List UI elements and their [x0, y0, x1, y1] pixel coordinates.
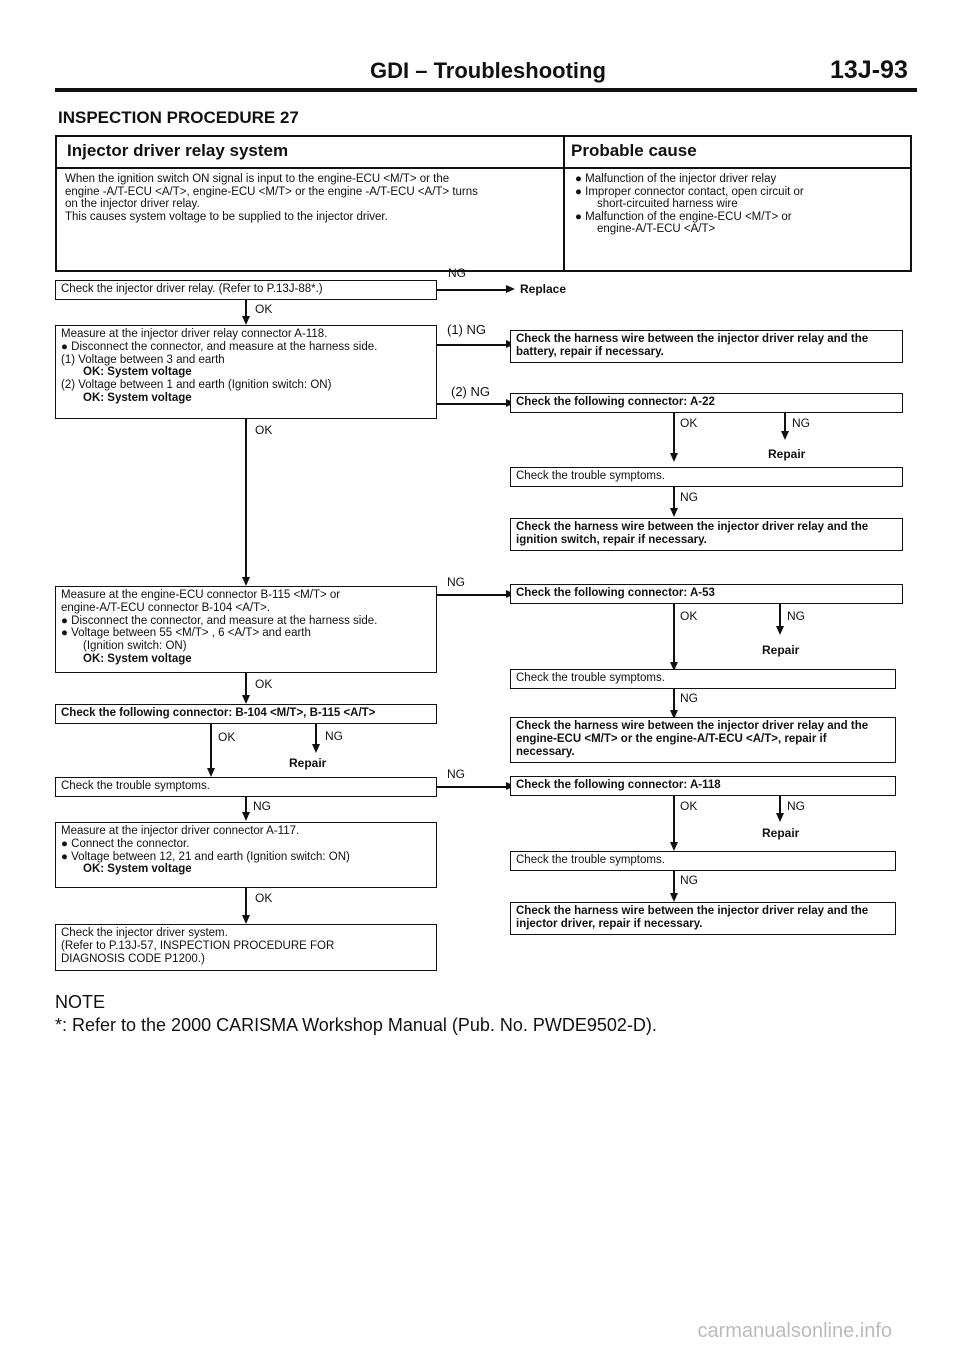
step-line: Measure at the injector driver relay connector A-118. — [61, 328, 328, 340]
ng1-label: (1) NG — [447, 322, 486, 337]
step-line: Check the injector driver system. — [61, 927, 228, 939]
arrow-right — [506, 285, 515, 293]
connector-line — [437, 344, 507, 346]
step-check-connector-a118: Check the following connector: A-118 — [510, 776, 896, 796]
step-line: DIAGNOSIS CODE P1200.) — [61, 952, 205, 965]
connector-line — [245, 419, 247, 579]
connector-line — [673, 871, 675, 895]
step-check-trouble-symptoms: Check the trouble symptoms. — [55, 777, 437, 797]
watermark: carmanualsonline.info — [697, 1320, 892, 1342]
step-harness-ecu — [510, 717, 896, 763]
arrow-down — [781, 431, 789, 440]
step-check-connector-a22: Check the following connector: A-22 — [510, 393, 903, 413]
arrow-down — [670, 453, 678, 462]
ok-label: OK — [218, 730, 236, 744]
arrow-down — [207, 768, 215, 777]
connector-line — [315, 724, 317, 746]
ok-label: OK — [680, 416, 698, 430]
ok-label: OK — [255, 891, 273, 905]
arrow-down — [242, 812, 250, 821]
repair-action: Repair — [768, 447, 806, 461]
step-line: OK: System voltage — [83, 366, 192, 379]
step-line: OK: System voltage — [83, 652, 192, 665]
ng-label: NG — [680, 691, 698, 705]
step-line: Check the harness wire between the injector driver relay and the — [516, 905, 869, 917]
arrow-down — [312, 744, 320, 753]
step-harness-ignition-switch — [510, 518, 903, 551]
arrow-down — [242, 316, 250, 325]
connector-line — [779, 604, 781, 628]
connector-line — [784, 413, 786, 433]
connector-line — [437, 403, 507, 405]
arrow-down — [776, 626, 784, 635]
step-line: Measure at the injector driver connector A-117. — [61, 825, 300, 837]
symptom-cause-table — [55, 135, 912, 272]
symptom-line: engine -A/T-ECU <A/T>, engine-ECU <M/T> or the engine -A/T-ECU <A/T> turns — [65, 185, 478, 198]
step-line: ignition switch, repair if necessary. — [516, 533, 707, 546]
step-line: OK: System voltage — [83, 391, 192, 404]
table-header-rule — [57, 167, 910, 169]
procedure-title: INSPECTION PROCEDURE 27 — [58, 108, 299, 127]
step-measure-ecu-connector — [55, 586, 437, 673]
arrow-down — [242, 577, 250, 586]
cause-item: ● Malfunction of the injector driver relay — [575, 173, 777, 185]
step-check-relay: Check the injector driver relay. (Refer to P.13J-88*.) — [55, 280, 437, 300]
step-check-trouble-symptoms: Check the trouble symptoms. — [510, 467, 903, 487]
step-line: battery, repair if necessary. — [516, 345, 664, 358]
step-line: necessary. — [516, 745, 575, 758]
repair-action: Repair — [762, 643, 800, 657]
step-line: ● Connect the connector. — [61, 837, 190, 850]
cause-item: ● Improper connector contact, open circuit or — [575, 185, 804, 198]
table-divider — [563, 137, 565, 270]
step-line: ● Voltage between 12, 21 and earth (Ignition switch: ON) — [61, 850, 350, 863]
ok-label: OK — [255, 302, 273, 316]
ng-label: NG — [447, 767, 465, 781]
step-line: injector driver, repair if necessary. — [516, 917, 703, 930]
table-head-symptom: Injector driver relay system — [67, 141, 289, 160]
note-title: NOTE — [55, 992, 106, 1012]
ok-label: OK — [680, 799, 698, 813]
symptom-line: on the injector driver relay. — [65, 198, 200, 210]
symptom-text — [65, 173, 557, 223]
step-harness-injector-driver — [510, 902, 896, 935]
connector-line — [673, 796, 675, 844]
step-line: engine-A/T-ECU connector B-104 <A/T>. — [61, 601, 271, 614]
ok-label: OK — [255, 423, 273, 437]
symptom-line: When the ignition switch ON signal is input to the engine-ECU <M/T> or the — [65, 173, 450, 185]
arrow-down — [670, 893, 678, 902]
connector-line — [437, 594, 507, 596]
step-line: Check the harness wire between the injector driver relay and the — [516, 720, 869, 732]
cause-item-cont: engine-A/T-ECU <A/T> — [597, 223, 716, 235]
replace-action: Replace — [520, 282, 567, 296]
step-line: ● Disconnect the connector, and measure at the harness side. — [61, 340, 378, 353]
step-line: OK: System voltage — [83, 863, 192, 876]
step-harness-battery — [510, 330, 903, 363]
page-header-title: GDI – Troubleshooting — [370, 58, 606, 83]
cause-list — [575, 173, 905, 236]
ng2-label: (2) NG — [451, 384, 490, 399]
ng-label: NG — [787, 609, 805, 623]
step-check-connector-a53: Check the following connector: A-53 — [510, 584, 903, 604]
ok-label: OK — [255, 677, 273, 691]
step-check-injector-driver-system — [55, 924, 437, 971]
ng-label: NG — [792, 416, 810, 430]
step-measure-injector-driver — [55, 822, 437, 888]
step-line: Check the harness wire between the injector driver relay and the — [516, 521, 869, 533]
ng-label: NG — [325, 729, 343, 743]
step-check-trouble-symptoms: Check the trouble symptoms. — [510, 851, 896, 871]
step-line: (1) Voltage between 3 and earth — [61, 353, 225, 366]
repair-action: Repair — [762, 826, 800, 840]
arrow-down — [670, 508, 678, 517]
step-line: Check the harness wire between the injector driver relay and the — [516, 333, 869, 345]
step-measure-relay-connector — [55, 325, 437, 419]
note-text: *: Refer to the 2000 CARISMA Workshop Manual (Pub. No. PWDE9502-D). — [55, 1015, 657, 1035]
arrow-down — [776, 813, 784, 822]
step-line: Measure at the engine-ECU connector B-115 <M/T> or — [61, 589, 341, 601]
step-line: ● Disconnect the connector, and measure at the harness side. — [61, 614, 378, 627]
ng-label: NG — [680, 490, 698, 504]
arrow-down — [242, 695, 250, 704]
connector-line — [673, 413, 675, 455]
step-line: (2) Voltage between 1 and earth (Ignition switch: ON) — [61, 379, 332, 392]
connector-line — [245, 673, 247, 697]
arrow-down — [670, 842, 678, 851]
connector-line — [437, 786, 507, 788]
connector-line — [673, 604, 675, 664]
connector-line — [210, 724, 212, 770]
ng-label: NG — [680, 873, 698, 887]
page-number: 13J-93 — [830, 56, 908, 84]
ok-label: OK — [680, 609, 698, 623]
step-check-trouble-symptoms: Check the trouble symptoms. — [510, 669, 896, 689]
ng-label: NG — [448, 266, 466, 280]
symptom-line: This causes system voltage to be supplied to the injector driver. — [65, 210, 388, 223]
cause-item-cont: short-circuited harness wire — [597, 198, 738, 210]
ng-label: NG — [253, 799, 271, 813]
step-line: (Ignition switch: ON) — [83, 640, 187, 653]
connector-line — [673, 487, 675, 510]
ng-label: NG — [787, 799, 805, 813]
arrow-down — [242, 915, 250, 924]
cause-item: ● Malfunction of the engine-ECU <M/T> or — [575, 210, 792, 223]
step-line: ● Voltage between 55 <M/T> , 6 <A/T> and earth — [61, 627, 311, 640]
connector-line — [437, 289, 507, 291]
connector-line — [673, 689, 675, 712]
ng-label: NG — [447, 575, 465, 589]
header-rule — [55, 88, 917, 92]
step-line: engine-ECU <M/T> or the engine-A/T-ECU <A/T>, repair if — [516, 732, 827, 745]
step-check-ecu-connector: Check the following connector: B-104 <M/T>, B-115 <A/T> — [55, 704, 437, 724]
step-line: (Refer to P.13J-57, INSPECTION PROCEDURE FOR — [61, 939, 335, 952]
repair-action: Repair — [289, 756, 327, 770]
table-head-cause: Probable cause — [571, 141, 697, 160]
connector-line — [245, 888, 247, 917]
